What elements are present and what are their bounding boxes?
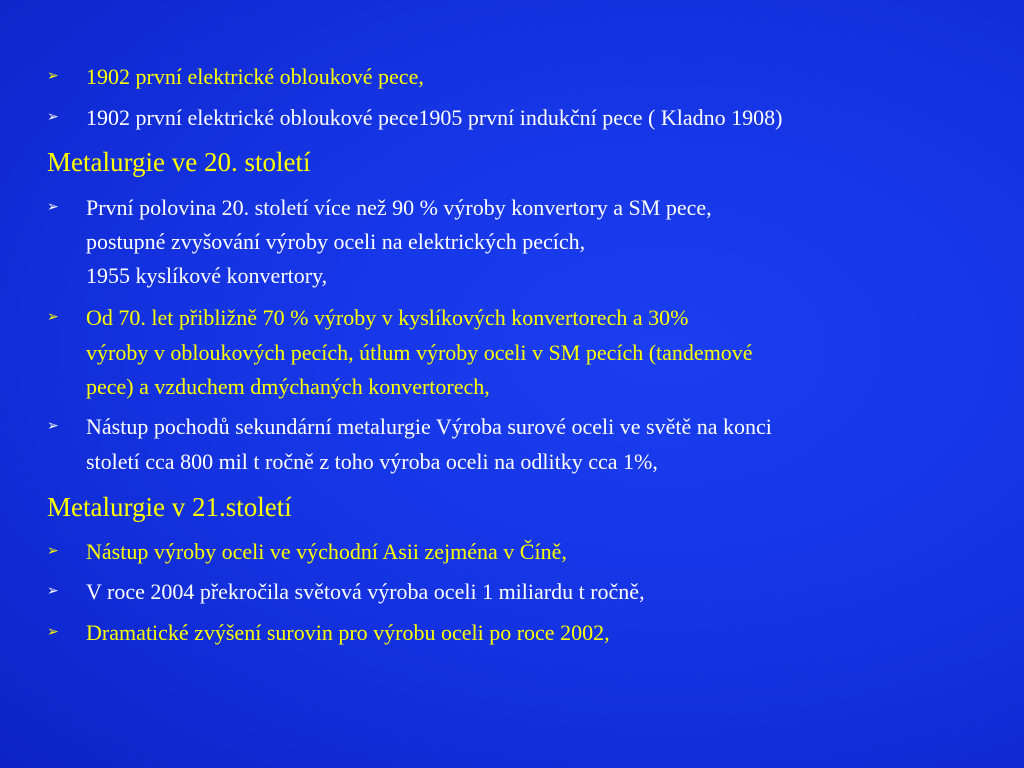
bullet-text-5-line-2: století cca 800 mil t ročně z toho výroba oceli na odlitky cca 1%, xyxy=(86,449,658,474)
bullet-text-8: Dramatické zvýšení surovin pro výrobu oceli po roce 2002, xyxy=(86,620,610,645)
bullet-text-2: 1902 první elektrické obloukové pece1905 první indukční pece ( Kladno 1908) xyxy=(86,105,783,130)
bullet-text-4-line-2: výroby v obloukových pecích, útlum výroby oceli v SM pecích (tandemové xyxy=(86,340,753,365)
bullet-arrow-icon: ➢ xyxy=(47,310,59,325)
bullet-arrow-icon: ➢ xyxy=(47,625,59,640)
bullet-arrow-icon: ➢ xyxy=(47,544,59,559)
bullet-text-1: 1902 první elektrické obloukové pece, xyxy=(86,64,424,89)
bullet-text-4-line-1: Od 70. let přibližně 70 % výroby v kyslíkových konvertorech a 30% xyxy=(86,305,689,330)
bullet-arrow-icon: ➢ xyxy=(47,200,59,215)
bullet-arrow-icon: ➢ xyxy=(47,110,59,125)
bullet-text-3-line-3: 1955 kyslíkové konvertory, xyxy=(86,263,328,288)
bullet-arrow-icon: ➢ xyxy=(47,69,59,84)
bullet-arrow-icon: ➢ xyxy=(47,419,59,434)
bullet-text-7: V roce 2004 překročila světová výroba oceli 1 miliardu t ročně, xyxy=(86,579,645,604)
bullet-text-6: Nástup výroby oceli ve východní Asii zejména v Číně, xyxy=(86,539,567,564)
section-heading-20th-century: Metalurgie ve 20. století xyxy=(47,147,311,177)
bullet-text-3-line-2: postupné zvyšování výroby oceli na elektrických pecích, xyxy=(86,229,586,254)
bullet-arrow-icon: ➢ xyxy=(47,584,59,599)
bullet-text-4-line-3: pece) a vzduchem dmýchaných konvertorech, xyxy=(86,374,490,399)
bullet-text-3-line-1: První polovina 20. století více než 90 % výroby konvertory a SM pece, xyxy=(86,195,712,220)
section-heading-21st-century: Metalurgie v 21.století xyxy=(47,492,292,522)
bullet-text-5-line-1: Nástup pochodů sekundární metalurgie Výroba surové oceli ve světě na konci xyxy=(86,414,772,439)
